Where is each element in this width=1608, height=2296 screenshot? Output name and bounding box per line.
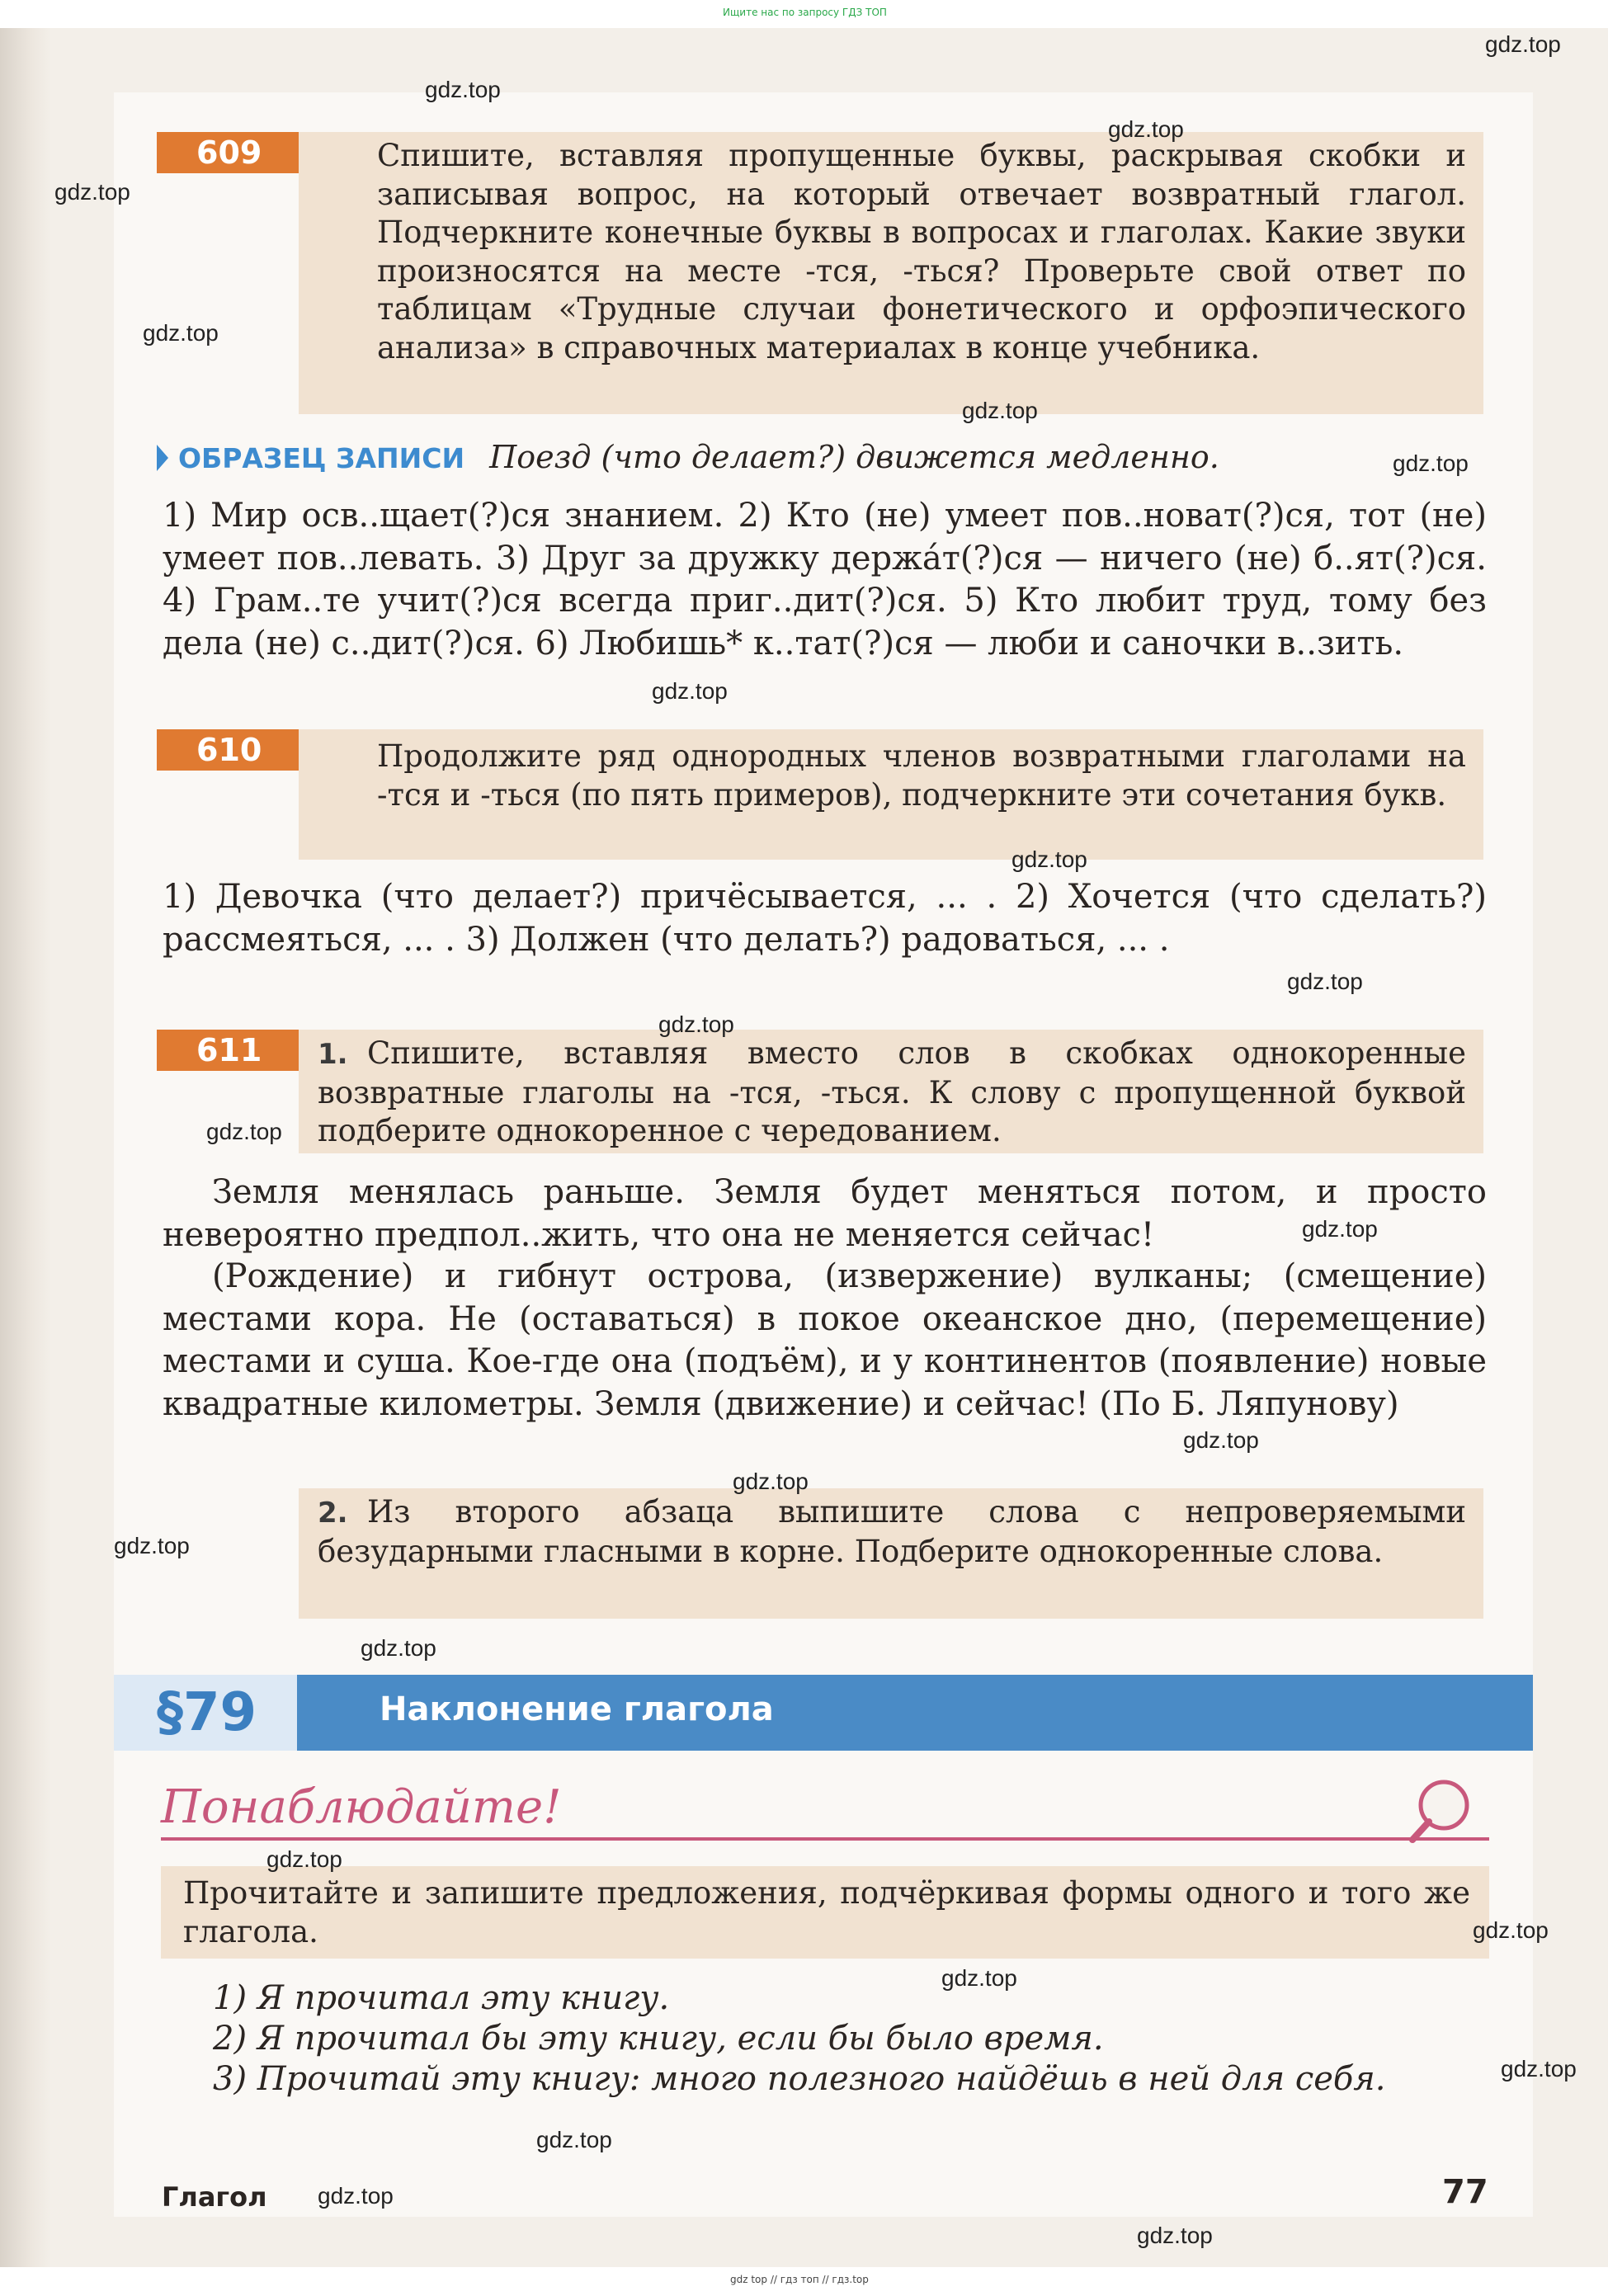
section-title: Наклонение глагола xyxy=(380,1690,774,1728)
observe-heading: Понаблюдайте! xyxy=(161,1780,562,1834)
watermark: gdz.top xyxy=(1183,1427,1259,1453)
task-610: Продолжите ряд однородных членов возвратными глаголами на -тся и -ться (по пять примеров), подчеркните эти сочетания букв. xyxy=(377,738,1466,813)
task-611-1 xyxy=(318,1035,1466,1151)
task-611-1-number: 1. xyxy=(318,1038,348,1071)
observe-task: Прочитайте и запишите предложения, подчёркивая формы одного и того же глагола. xyxy=(183,1875,1470,1949)
task-611-2-text: Из второго абзаца выпишите слова с непроверяемыми безударными гласными в корне. Подберите однокоренные слова. xyxy=(318,1494,1466,1569)
watermark: gdz.top xyxy=(1501,2056,1577,2081)
text-610: 1) Девочка (что делает?) причёсывается, ... . 2) Хочется (что сделать?) рассмеяться, ... . 3) Должен (что делать?) радоваться, ... . xyxy=(163,878,1487,959)
watermark: gdz.top xyxy=(652,678,728,704)
watermark: gdz.top xyxy=(206,1119,282,1144)
watermark: gdz.top xyxy=(536,2127,612,2152)
section-band xyxy=(114,1675,1533,1751)
watermark: gdz.top xyxy=(1485,31,1561,57)
watermark: gdz.top xyxy=(361,1635,436,1661)
magnifier-icon xyxy=(1403,1774,1477,1848)
exercise-number-610: 610 xyxy=(157,729,299,771)
exercise-number-611: 611 xyxy=(157,1030,299,1071)
watermark: gdz.top xyxy=(962,398,1038,423)
sample-text: Поезд (что делает?) движется медленно. xyxy=(489,439,1219,475)
task-611-1-text: Спишите, вставляя вместо слов в скобках однокоренные возвратные глаголы на -тся, -ться. К слову с пропущенной буквой подберите однокоренное с чередованием. xyxy=(318,1035,1466,1148)
watermark: gdz.top xyxy=(1011,846,1087,872)
watermark: gdz.top xyxy=(1302,1216,1378,1242)
text-611-para2: (Рождение) и гибнут острова, (извержение) вулканы; (смещение) местами кора. Не (оставаться) в покое океанское дно, (перемещение) местами и суша. Кое-где она (подъём), и у континентов (появление) новые квадратные километры. Земля (движение) и сейчас! (По Б. Ляпунову) xyxy=(163,1257,1487,1423)
task-609: Спишите, вставляя пропущенные буквы, раскрывая скобки и записывая вопрос, на который отвечает возвратный глагол. Подчеркните конечные буквы в вопросах и глаголах. Какие звуки произносятся на месте -тся, -ться? Проверьте свой ответ по таблицам «Трудные случаи фонетического и орфоэпического анализа» в справочных материалах в конце учебника. xyxy=(377,138,1466,365)
watermark: gdz.top xyxy=(658,1011,734,1037)
observe-underline xyxy=(161,1837,1489,1841)
text-611-para1: Земля менялась раньше. Земля будет меняться потом, и просто невероятно предпол..жить, что она не меняется сейчас! xyxy=(163,1173,1487,1254)
observe-item-2: 2) Я прочитал бы эту книгу, если бы было время. xyxy=(213,2020,1104,2058)
watermark: gdz.top xyxy=(1137,2223,1213,2248)
watermark: gdz.top xyxy=(733,1469,809,1494)
exercise-number-609: 609 xyxy=(157,132,299,173)
sample-record xyxy=(157,437,1493,479)
watermark: gdz.top xyxy=(941,1965,1017,1991)
watermark: gdz.top xyxy=(54,179,130,205)
watermark: gdz.top xyxy=(266,1846,342,1872)
footer-chapter: Глагол xyxy=(162,2181,267,2213)
sample-label: ОБРАЗЕЦ ЗАПИСИ xyxy=(178,442,465,474)
watermark: gdz.top xyxy=(1287,969,1363,994)
text-609: 1) Мир осв..щает(?)ся знанием. 2) Кто (не) умеет пов..новат(?)ся, тот (не) умеет пов..левать. 3) Друг за дружку держа́т(?)ся — ничего (не) б..ят(?)ся. 4) Грам..те учит(?)ся всегда приг..дит(?)ся. 5) Кто любит труд, тому без дела (не) с..дит(?)ся. 6) Любишь* к..тат(?)ся — люби и саночки в..зить. xyxy=(163,497,1487,662)
watermark: gdz.top xyxy=(114,1533,190,1558)
top-notice[interactable]: Ищите нас по запросу ГДЗ ТОП xyxy=(723,7,887,18)
task-611-2 xyxy=(318,1493,1466,1571)
observe-item-1: 1) Я прочитал эту книгу. xyxy=(213,1979,670,2017)
sample-arrow-icon xyxy=(157,445,168,471)
watermark: gdz.top xyxy=(1108,116,1184,142)
observe-item-3: 3) Прочитай эту книгу: много полезного найдёшь в ней для себя. xyxy=(213,2060,1386,2098)
book-spine-shadow xyxy=(0,0,51,2296)
watermark: gdz.top xyxy=(1393,450,1469,476)
section-number: §79 xyxy=(157,1682,257,1743)
watermark: gdz.top xyxy=(143,320,219,346)
watermark: gdz.top xyxy=(1473,1917,1549,1943)
task-611-2-number: 2. xyxy=(318,1497,348,1530)
bottom-notice[interactable]: gdz top // гдз топ // гдз.top xyxy=(730,2274,869,2285)
watermark: gdz.top xyxy=(318,2183,394,2209)
page-number: 77 xyxy=(1442,2173,1488,2211)
watermark: gdz.top xyxy=(425,77,501,102)
